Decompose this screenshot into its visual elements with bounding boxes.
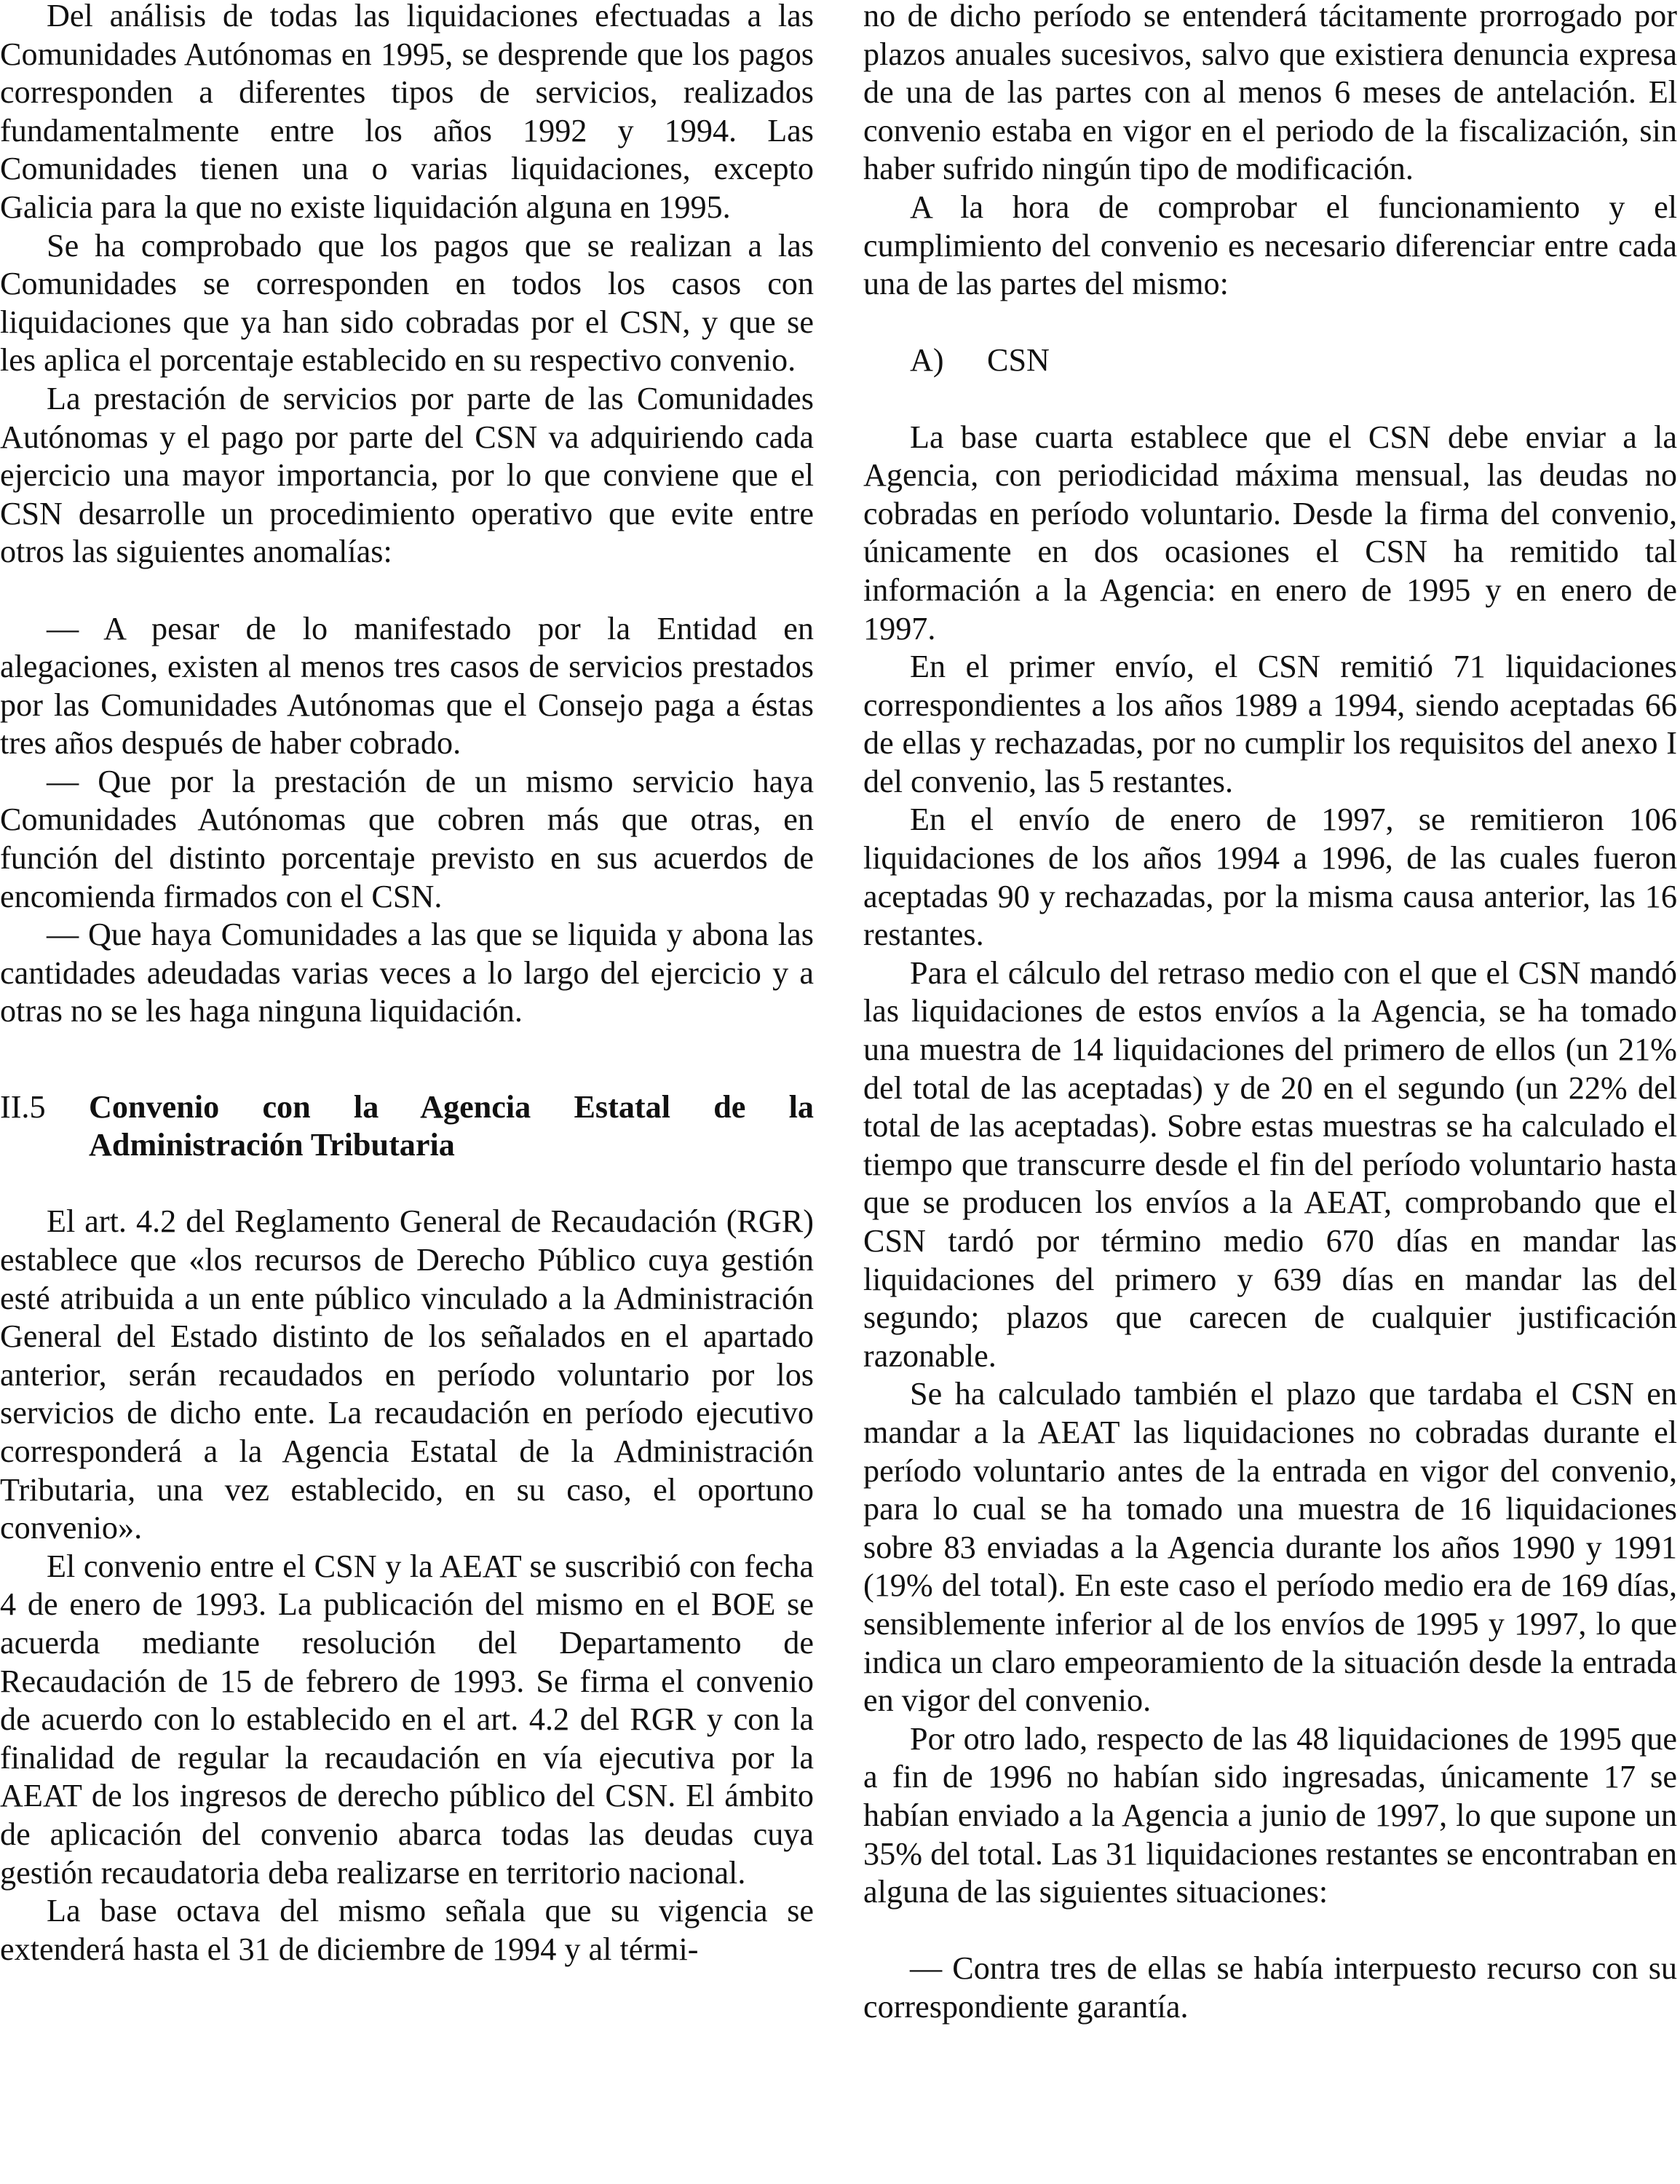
paragraph: En el primer envío, el CSN remitió 71 liquidaciones correspondientes a los años 1989 a 1994, siendo aceptadas 66 de ellas y rechazadas, por no cumplir los requisitos del anexo I del convenio, las 5 restantes. [863,649,1677,799]
paragraph: A la hora de comprobar el funcionamiento y el cumplimiento del convenio es necesario diferenciar entre cada una de las partes del mismo: [863,189,1677,302]
paragraph: Se ha comprobado que los pagos que se realizan a las Comunidades se corresponden en todos los casos con liquidaciones que ya han sido cobradas por el CSN, y que se les aplica el porcentaje establecido en su respectivo convenio. [0,227,814,379]
section-title: Convenio con la Agencia Estatal de la Administración Tributaria [89,1088,814,1163]
spacer [863,304,1677,342]
paragraph: La prestación de servicios por parte de las Comunidades Autónomas y el pago por parte del CSN va adquiriendo cada ejercicio una mayor importancia, por lo que conviene que el CSN desarrolle un procedimiento operativo que evite entre otros las siguientes anomalías: [0,380,814,570]
subsection-title: CSN [987,342,1050,379]
paragraph: Se ha calculado también el plazo que tardaba el CSN en mandar a la AEAT las liquidaciones no cobradas durante el período voluntario antes de la entrada en vigor del convenio, para lo cual se ha tomado una muestra de 16 liquidaciones sobre 83 enviadas a la Agencia durante los años 1990 y 1991 (19% del total). En este caso el período medio era de 169 días, sensiblemente inferior al de los envíos de 1995 y 1997, lo que indica un claro empeoramiento de la situación desde la entrada en vigor del convenio. [863,1376,1677,1719]
spacer [0,1069,814,1088]
paragraph: El convenio entre el CSN y la AEAT se suscribió con fecha 4 de enero de 1993. La publicación del mismo en el BOE se acuerda mediante resolución del Departamento de Recaudación de 15 de febrero de 1993. Se firma el convenio de acuerdo con lo establecido en el art. 4.2 del RGR y con la finalidad de regular la recaudación en vía ejecutiva por la AEAT de los ingresos de derecho público del CSN. El ámbito de aplicación del convenio abarca todas las deudas cuya gestión recaudatoria deba realizarse en territorio nacional. [0,1548,814,1891]
paragraph: Por otro lado, respecto de las 48 liquidaciones de 1995 que a fin de 1996 no habían sido ingresadas, únicamente 17 se habían enviado a la Agencia a junio de 1997, lo que supone un 35% del total. Las 31 liquidaciones restantes se encontraban en alguna de las siguientes situaciones: [863,1720,1677,1910]
paragraph: El art. 4.2 del Reglamento General de Recaudación (RGR) establece que «los recursos de Derecho Público cuya gestión esté atribuida a un ente público vinculado a la Administración General del Estado distinto de los señalados en el apartado anterior, serán recaudados en período voluntario por los servicios de dicho ente. La recaudación en período ejecutivo corresponderá a la Agencia Estatal de la Administración Tributaria, una vez establecido, en su caso, el oportuno convenio». [0,1203,814,1546]
spacer [0,1165,814,1203]
subsection-label: A) [910,342,944,379]
left-column [0,0,814,1969]
bullet-item: — Que haya Comunidades a las que se liquida y abona las cantidades adeudadas varias veces a lo largo del ejercicio y a otras no se les haga ninguna liquidación. [0,917,814,1029]
paragraph: La base cuarta establece que el CSN debe enviar a la Agencia, con periodicidad máxima mensual, las deudas no cobradas en período voluntario. Desde la firma del convenio, únicamente en dos ocasiones el CSN ha remitido tal información a la Agencia: en enero de 1995 y en enero de 1997. [863,419,1677,646]
spacer [0,571,814,610]
bullet-item: — Contra tres de ellas se había interpuesto recurso con su correspondiente garantía. [863,1950,1677,2025]
spacer [863,1912,1677,1950]
spacer [863,380,1677,419]
paragraph: La base octava del mismo señala que su vigencia se extenderá hasta el 31 de diciembre de 1994 y al térmi- [0,1893,814,1967]
right-column [863,0,1677,2026]
section-number: II.5 [0,1088,46,1125]
spacer [0,1031,814,1069]
paragraph: Para el cálculo del retraso medio con el que el CSN mandó las liquidaciones de estos envíos a la Agencia, se ha tomado una muestra de 14 liquidaciones del primero de ellos (un 21% del total de las aceptadas) y de 20 en el segundo (un 22% del total de las aceptadas). Sobre estas muestras se ha calculado el tiempo que transcurre desde el fin del período voluntario hasta que se producen los envíos a la AEAT, comprobando que el CSN tardó por término medio 670 días en mandar las liquidaciones del primero y 639 días en mandar las del segundo; plazos que carecen de cualquier justificación razonable. [863,954,1677,1374]
section-heading [0,1088,814,1165]
paragraph: Del análisis de todas las liquidaciones efectuadas a las Comunidades Autónomas en 1995, se desprende que los pagos corresponden a diferentes tipos de servicios, realizados fundamentalmente entre los años 1992 y 1994. Las Comunidades tienen una o varias liquidaciones, excepto Galicia para la que no existe liquidación alguna en 1995. [0,0,814,225]
bullet-item: — A pesar de lo manifestado por la Entidad en alegaciones, existen al menos tres casos de servicios prestados por las Comunidades Autónomas que el Consejo paga a éstas tres años después de haber cobrado. [0,610,814,761]
paragraph: En el envío de enero de 1997, se remitieron 106 liquidaciones de los años 1994 a 1996, de las cuales fueron aceptadas 90 y rechazadas, por la misma causa anterior, las 16 restantes. [863,802,1677,953]
subsection-heading [863,341,1677,380]
bullet-item: — Que por la prestación de un mismo servicio haya Comunidades Autónomas que cobren más que otras, en función del distinto porcentaje previsto en sus acuerdos de encomienda firmados con el CSN. [0,763,814,914]
paragraph: no de dicho período se entenderá tácitamente prorrogado por plazos anuales sucesivos, salvo que existiera denuncia expresa de una de las partes con al menos 6 meses de antelación. El convenio estaba en vigor en el periodo de la fiscalización, sin haber sufrido ningún tipo de modificación. [863,0,1677,187]
